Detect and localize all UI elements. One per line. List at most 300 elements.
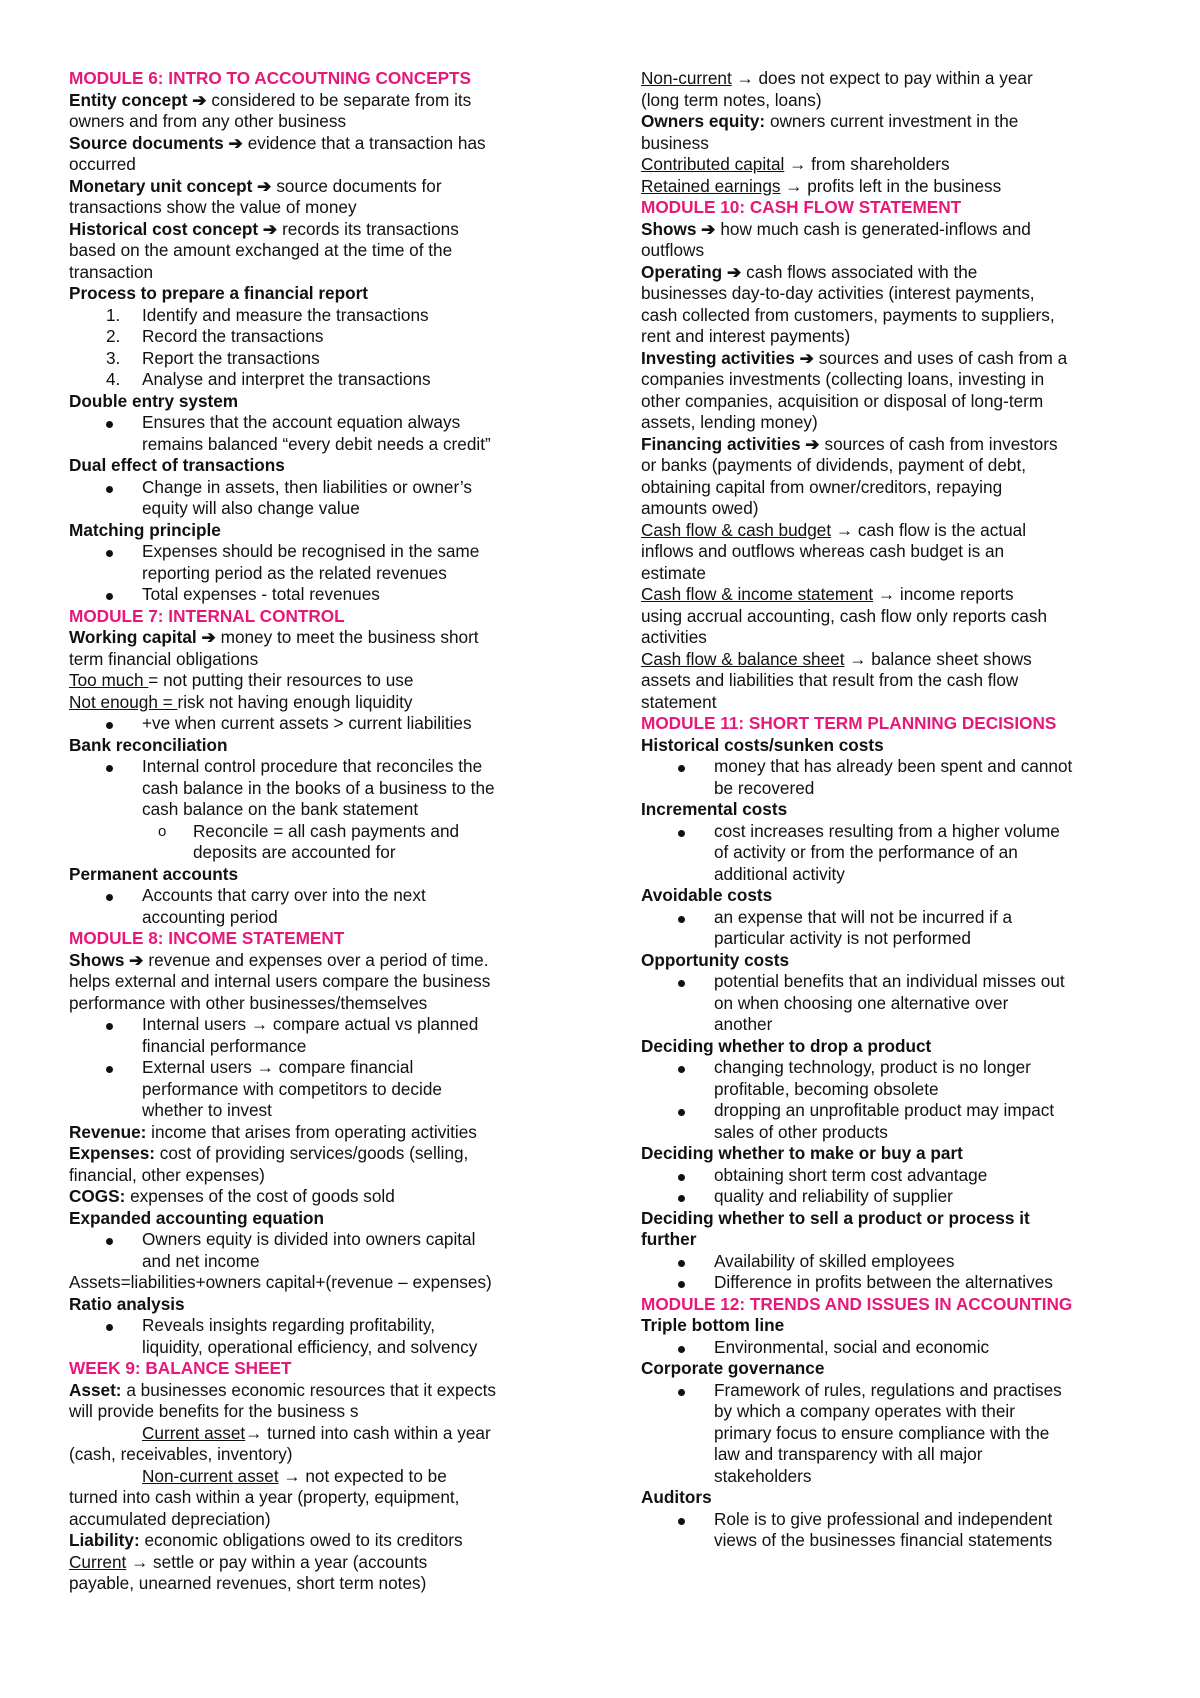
line-text: inflows and outflows whereas cash budget is an — [641, 541, 1005, 561]
line-text: another — [714, 1014, 773, 1034]
term-label: Opportunity costs — [641, 949, 790, 970]
bullet-item — [69, 1315, 589, 1337]
text-line — [641, 111, 1161, 133]
text-line — [641, 412, 1161, 434]
numbered-item — [69, 305, 589, 327]
bullet-continuation — [641, 1401, 1161, 1423]
text-line — [641, 305, 1161, 327]
line-text: payable, unearned revenues, short term notes) — [69, 1573, 427, 1593]
section-heading: WEEK 9: BALANCE SHEET — [69, 1358, 292, 1378]
line-text: (cash, receivables, inventory) — [69, 1444, 293, 1464]
underlined-term: Non-current — [641, 68, 732, 88]
text-line — [641, 391, 1161, 413]
line-text: Role is to give professional and independent — [714, 1508, 1053, 1529]
text-line — [641, 240, 1161, 262]
text-line — [641, 326, 1161, 348]
text-line — [641, 1036, 1161, 1058]
line-text: potential benefits that an individual misses out — [714, 971, 1065, 991]
term-label: Working capital — [69, 627, 202, 647]
bullet-continuation — [69, 1079, 589, 1101]
term-label: Operating — [641, 261, 727, 282]
line-text: dropping an unprofitable product may impact — [714, 1100, 1055, 1120]
arrow-icon: ➔ — [799, 347, 819, 368]
line-text: → settle or pay within a year (accounts — [126, 1551, 428, 1572]
line-text: liquidity, operational efficiency, and solvency — [142, 1336, 478, 1357]
bullet-item — [641, 971, 1161, 993]
line-text: revenue and expenses over a period of time. — [148, 949, 489, 970]
text-line — [641, 627, 1161, 649]
text-line — [641, 1487, 1161, 1509]
term-label: Liability: — [69, 1530, 145, 1550]
term-label: Source documents — [69, 132, 229, 153]
arrow-icon: ➔ — [257, 175, 277, 196]
line-text: Analyse and interpret the transactions — [142, 369, 431, 389]
section-heading: MODULE 8: INCOME STATEMENT — [69, 928, 345, 948]
term-label: Corporate governance — [641, 1358, 825, 1378]
text-line — [69, 283, 589, 305]
line-text: assets, lending money) — [641, 412, 818, 432]
line-text: rent and interest payments) — [641, 326, 851, 346]
line-text: transactions show the value of money — [69, 197, 357, 217]
term-label: further — [641, 1229, 697, 1249]
bullet-item — [641, 1509, 1161, 1531]
bullet-dot-icon — [678, 1389, 685, 1396]
section-heading: MODULE 10: CASH FLOW STATEMENT — [641, 197, 962, 217]
bullet-continuation — [641, 1466, 1161, 1488]
bullet-icon — [678, 1165, 685, 1187]
line-text: occurred — [69, 154, 136, 174]
bullet-dot-icon — [678, 1109, 685, 1116]
arrow-icon: ➔ — [192, 89, 212, 110]
line-text: → balance sheet shows — [844, 648, 1032, 669]
line-text: be recovered — [714, 777, 815, 798]
text-line — [69, 1380, 589, 1402]
term-label: Ratio analysis — [69, 1293, 185, 1314]
line-text: Owners equity is divided into owners capital — [142, 1229, 476, 1249]
text-line — [641, 799, 1161, 821]
bullet-icon — [678, 907, 685, 929]
line-text: assets and liabilities that result from the cash flow — [641, 670, 1019, 690]
bullet-item — [69, 584, 589, 606]
underlined-term: Not enough = — [69, 691, 178, 712]
bullet-continuation — [641, 1014, 1161, 1036]
line-text: accounting period — [142, 906, 278, 927]
section-heading: MODULE 11: SHORT TERM PLANNING DECISIONS — [641, 713, 1057, 733]
bullet-continuation — [641, 864, 1161, 886]
line-text: changing technology, product is no longer — [714, 1057, 1031, 1077]
underlined-term: Cash flow & cash budget — [641, 519, 832, 540]
text-line — [641, 176, 1161, 198]
line-text: cost increases resulting from a higher volume — [714, 820, 1060, 841]
text-line — [641, 520, 1161, 542]
section-heading: MODULE 6: INTRO TO ACCOUTNING CONCEPTS — [69, 68, 472, 88]
line-text: business — [641, 132, 709, 153]
line-text: → income reports — [873, 584, 1014, 604]
arrow-icon: ➔ — [726, 261, 747, 282]
text-line — [69, 1165, 589, 1187]
line-text: quality and reliability of supplier — [714, 1186, 953, 1206]
line-text: +ve when current assets > current liabilities — [142, 713, 472, 733]
bullet-continuation — [641, 1530, 1161, 1552]
bullet-continuation — [641, 1423, 1161, 1445]
line-text: additional activity — [714, 863, 845, 884]
section-heading: MODULE 12: TRENDS AND ISSUES IN ACCOUNTING — [641, 1293, 1073, 1314]
line-text: on when choosing one alternative over — [714, 992, 1009, 1013]
bullet-dot-icon — [678, 980, 685, 987]
text-line — [69, 1272, 589, 1294]
underlined-term: Current — [69, 1551, 127, 1572]
list-number: 2. — [106, 326, 121, 346]
sub-bullet-item — [69, 821, 589, 843]
line-text: owners and from any other business — [69, 111, 347, 131]
line-text: cost of providing services/goods (selling, — [159, 1143, 469, 1163]
line-text: Reveals insights regarding profitability, — [142, 1315, 435, 1335]
text-line — [641, 649, 1161, 671]
line-text: remains balanced “every debit needs a credit” — [142, 433, 491, 454]
text-line — [69, 1487, 589, 1509]
bullet-dot-icon — [106, 1023, 113, 1030]
line-text: External users → compare financial — [142, 1057, 414, 1077]
text-line — [641, 606, 1161, 628]
line-text: Difference in profits between the alternatives — [714, 1272, 1053, 1292]
bullet-item — [641, 756, 1161, 778]
bullet-item — [69, 412, 589, 434]
term-label: Deciding whether to make or buy a part — [641, 1143, 963, 1163]
bullet-dot-icon — [678, 1281, 685, 1288]
bullet-item — [641, 1337, 1161, 1359]
text-line — [69, 133, 589, 155]
text-line — [641, 154, 1161, 176]
bullet-item — [69, 885, 589, 907]
bullet-dot-icon — [678, 830, 685, 837]
indented-term-line — [69, 1423, 589, 1445]
text-line — [641, 541, 1161, 563]
underlined-term: Current asset — [142, 1422, 246, 1443]
text-line — [641, 68, 1161, 90]
line-text: term financial obligations — [69, 648, 259, 669]
line-text: expenses of the cost of goods sold — [130, 1186, 395, 1206]
bullet-dot-icon — [678, 1174, 685, 1181]
bullet-icon — [678, 1251, 685, 1273]
arrow-icon: ➔ — [228, 132, 248, 153]
text-line — [641, 90, 1161, 112]
line-text: financial, other expenses) — [69, 1164, 265, 1185]
line-text: performance with other businesses/themselves — [69, 992, 428, 1013]
bullet-dot-icon — [106, 1066, 113, 1073]
text-line — [69, 1573, 589, 1595]
bullet-item — [641, 1251, 1161, 1273]
text-line — [69, 950, 589, 972]
bullet-dot-icon — [106, 894, 113, 901]
line-text: law and transparency with all major — [714, 1444, 983, 1464]
line-text: Ensures that the account equation always — [142, 412, 461, 432]
bullet-dot-icon — [678, 1066, 685, 1073]
text-line — [69, 154, 589, 176]
text-line — [641, 455, 1161, 477]
line-text: profitable, becoming obsolete — [714, 1078, 939, 1099]
line-text: Expenses should be recognised in the same — [142, 541, 480, 561]
text-line — [69, 1530, 589, 1552]
line-text: primary focus to ensure compliance with the — [714, 1422, 1050, 1443]
bullet-continuation — [69, 799, 589, 821]
bullet-item — [641, 1057, 1161, 1079]
text-line — [641, 670, 1161, 692]
text-line — [69, 670, 589, 692]
line-text: estimate — [641, 562, 706, 583]
underlined-term: Cash flow & balance sheet — [641, 648, 845, 669]
text-line — [641, 477, 1161, 499]
line-text: using accrual accounting, cash flow only reports cash — [641, 605, 1048, 626]
text-line — [641, 735, 1161, 757]
bullet-icon — [106, 885, 113, 907]
text-line — [69, 197, 589, 219]
text-line — [641, 219, 1161, 241]
text-line — [641, 1358, 1161, 1380]
bullet-continuation — [641, 1122, 1161, 1144]
underlined-term: Cash flow & income statement — [641, 584, 874, 604]
bullet-icon — [678, 971, 685, 993]
text-line — [641, 563, 1161, 585]
line-text: performance with competitors to decide — [142, 1078, 442, 1099]
term-label: Expanded accounting equation — [69, 1207, 324, 1228]
term-label: Bank reconciliation — [69, 734, 228, 755]
line-text: or banks (payments of dividends, payment of debt, — [641, 455, 1027, 475]
bullet-icon — [678, 1272, 685, 1294]
bullet-dot-icon — [106, 550, 113, 557]
line-text: deposits are accounted for — [193, 842, 396, 862]
line-text: outflows — [641, 240, 705, 260]
line-text: Assets=liabilities+owners capital+(revenue – expenses) — [69, 1272, 492, 1292]
text-line — [69, 262, 589, 284]
line-text: obtaining short term cost advantage — [714, 1164, 988, 1185]
line-text: Report the transactions — [142, 347, 320, 368]
term-label: Double entry system — [69, 390, 239, 411]
bullet-icon — [678, 1100, 685, 1122]
term-label: Auditors — [641, 1487, 712, 1507]
line-text: obtaining capital from owner/creditors, repaying — [641, 476, 1003, 497]
line-text: based on the amount exchanged at the time of the — [69, 240, 453, 260]
bullet-item — [69, 756, 589, 778]
line-text: owners current investment in the — [769, 111, 1019, 131]
line-text: cash balance in the books of a business to the — [142, 777, 495, 798]
line-text: whether to invest — [142, 1100, 272, 1120]
bullet-dot-icon — [678, 1195, 685, 1202]
term-label: Asset: — [69, 1379, 127, 1400]
text-line — [641, 692, 1161, 714]
line-text: Accounts that carry over into the next — [142, 885, 426, 905]
bullet-icon — [106, 1057, 113, 1079]
line-text: Framework of rules, regulations and practises — [714, 1379, 1062, 1400]
underlined-term: Retained earnings — [641, 175, 781, 196]
bullet-icon — [106, 1014, 113, 1036]
line-text: stakeholders — [714, 1465, 812, 1486]
bullet-dot-icon — [678, 1518, 685, 1525]
line-text: sales of other products — [714, 1121, 888, 1142]
line-text: Identify and measure the transactions — [142, 304, 429, 325]
line-text: cash collected from customers, payments to suppliers, — [641, 304, 1055, 325]
bullet-continuation — [69, 1337, 589, 1359]
line-text: financial performance — [142, 1035, 307, 1056]
bullet-item — [69, 1057, 589, 1079]
term-label: Entity concept — [69, 89, 193, 110]
text-line — [641, 584, 1161, 606]
bullet-item — [641, 907, 1161, 929]
text-line — [69, 1444, 589, 1466]
text-line — [69, 627, 589, 649]
bullet-continuation — [69, 778, 589, 800]
text-line — [69, 1122, 589, 1144]
line-text: will provide benefits for the business s — [69, 1401, 359, 1421]
line-text: activities — [641, 627, 707, 647]
term-label: Expenses: — [69, 1143, 160, 1163]
numbered-item — [69, 369, 589, 391]
term-label: Deciding whether to drop a product — [641, 1035, 932, 1056]
arrow-icon: ➔ — [805, 433, 825, 454]
line-text: income that arises from operating activities — [151, 1121, 477, 1142]
bullet-item — [69, 1229, 589, 1251]
underlined-term: Non-current asset — [142, 1465, 279, 1486]
bullet-dot-icon — [106, 765, 113, 772]
text-line — [69, 1143, 589, 1165]
term-label: Matching principle — [69, 519, 221, 540]
text-line — [69, 391, 589, 413]
list-number: 1. — [106, 304, 121, 325]
text-line — [69, 1208, 589, 1230]
bullet-item — [641, 1186, 1161, 1208]
bullet-continuation — [69, 498, 589, 520]
bullet-icon — [106, 477, 113, 499]
bullet-icon — [106, 584, 113, 606]
term-label: Investing activities — [641, 347, 800, 368]
line-text: money to meet the business short — [220, 627, 479, 647]
sub-bullet-icon: o — [158, 822, 167, 840]
text-line — [641, 133, 1161, 155]
list-number: 3. — [106, 347, 121, 368]
line-text: businesses day-to-day activities (interest payments, — [641, 283, 1035, 303]
text-line — [69, 219, 589, 241]
text-line — [69, 1401, 589, 1423]
bullet-continuation — [641, 1079, 1161, 1101]
line-text: amounts owed) — [641, 498, 759, 518]
bullet-item — [641, 1165, 1161, 1187]
bullet-icon — [106, 1315, 113, 1337]
bullet-dot-icon — [678, 1260, 685, 1267]
text-line — [69, 864, 589, 886]
line-text: turned into cash within a year (property, equipment, — [69, 1487, 460, 1507]
bullet-continuation — [641, 1444, 1161, 1466]
text-line — [69, 240, 589, 262]
text-line — [69, 111, 589, 133]
term-label: Historical cost concept — [69, 218, 263, 239]
line-text: money that has already been spent and cannot — [714, 756, 1073, 776]
bullet-icon — [106, 713, 113, 735]
term-label: Avoidable costs — [641, 885, 773, 905]
bullet-item — [69, 713, 589, 735]
text-line — [69, 971, 589, 993]
bullet-dot-icon — [106, 1324, 113, 1331]
numbered-item — [69, 326, 589, 348]
line-text: a businesses economic resources that it expects — [126, 1379, 497, 1400]
underlined-term: Too much — [69, 670, 149, 690]
bullet-icon — [678, 1509, 685, 1531]
bullet-icon — [678, 1380, 685, 1402]
text-line — [69, 1294, 589, 1316]
line-text: transaction — [69, 261, 154, 282]
line-text: Internal users → compare actual vs planned — [142, 1014, 479, 1034]
bullet-icon — [678, 756, 685, 778]
bullet-icon — [678, 1057, 685, 1079]
bullet-dot-icon — [106, 1238, 113, 1245]
line-text: Availability of skilled employees — [714, 1250, 955, 1271]
line-text: economic obligations owed to its creditors — [144, 1530, 463, 1550]
text-line — [641, 434, 1161, 456]
bullet-icon — [678, 1186, 685, 1208]
term-label: Monetary unit concept — [69, 175, 258, 196]
term-label: Process to prepare a financial report — [69, 283, 368, 303]
term-label: Historical costs/sunken costs — [641, 734, 884, 755]
text-line — [641, 1315, 1161, 1337]
bullet-dot-icon — [106, 593, 113, 600]
bullet-dot-icon — [106, 722, 113, 729]
text-line — [641, 262, 1161, 284]
text-line — [69, 993, 589, 1015]
line-text: of activity or from the performance of an — [714, 842, 1018, 862]
arrow-icon: ➔ — [701, 218, 721, 239]
bullet-icon — [106, 1229, 113, 1251]
term-label: Shows — [641, 218, 702, 239]
term-label: COGS: — [69, 1186, 131, 1206]
term-label: Owners equity: — [641, 111, 770, 131]
line-text: companies investments (collecting loans, investing in — [641, 369, 1045, 389]
bullet-icon — [678, 821, 685, 843]
line-text: equity will also change value — [142, 498, 360, 518]
bullet-continuation — [69, 434, 589, 456]
term-label: Shows — [69, 949, 130, 970]
line-text: accumulated depreciation) — [69, 1508, 271, 1529]
line-text: → does not expect to pay within a year — [731, 68, 1033, 88]
bullet-continuation — [69, 1251, 589, 1273]
text-line — [69, 735, 589, 757]
line-text: other companies, acquisition or disposal of long-term — [641, 390, 1044, 411]
text-line — [641, 1229, 1161, 1251]
line-text: reporting period as the related revenues — [142, 562, 447, 583]
line-text: Environmental, social and economic — [714, 1336, 990, 1357]
line-text: → turned into cash within a year — [245, 1422, 491, 1443]
line-text: by which a company operates with their — [714, 1401, 1015, 1421]
text-line — [69, 520, 589, 542]
line-text: cash flows associated with the — [746, 261, 978, 282]
text-line — [69, 649, 589, 671]
line-text: an expense that will not be incurred if a — [714, 906, 1013, 927]
text-line — [641, 283, 1161, 305]
term-label: Incremental costs — [641, 799, 788, 819]
text-line — [69, 90, 589, 112]
text-line — [69, 1509, 589, 1531]
line-text: cash balance on the bank statement — [142, 799, 419, 819]
line-text: views of the businesses financial statements — [714, 1530, 1053, 1550]
line-text: (long term notes, loans) — [641, 89, 822, 110]
line-text: helps external and internal users compare the business — [69, 971, 491, 991]
text-line — [641, 1143, 1161, 1165]
bullet-icon — [106, 412, 113, 434]
section-heading: MODULE 7: INTERNAL CONTROL — [69, 605, 345, 626]
line-text: records its transactions — [282, 218, 459, 239]
sub-bullet-continuation — [69, 842, 589, 864]
text-line — [69, 176, 589, 198]
arrow-icon: ➔ — [129, 949, 149, 970]
indented-term-line — [69, 1466, 589, 1488]
line-text: evidence that a transaction has — [247, 132, 486, 153]
